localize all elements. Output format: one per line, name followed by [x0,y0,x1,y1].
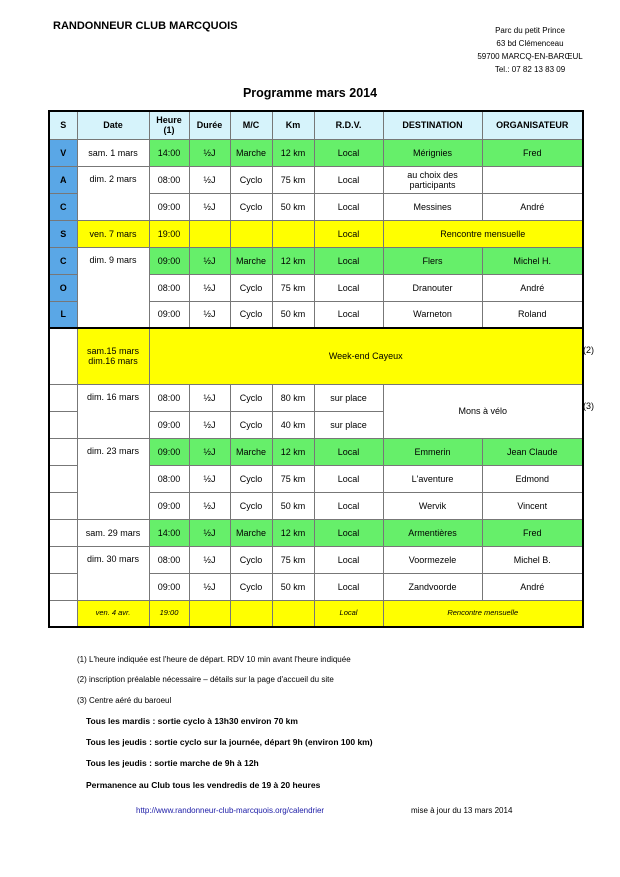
duree-cell: ½J [189,519,230,546]
km-cell: 50 km [272,573,314,600]
col-duree: Durée [189,111,230,139]
header-row [49,111,583,139]
rdv-cell: Local [314,193,383,220]
mc-cell: Cyclo [230,384,272,411]
duree-cell: ½J [189,139,230,166]
s-cell [49,411,77,438]
organisateur-cell: Vincent [482,492,583,519]
heure-cell: 08:00 [149,166,189,193]
heure-cell: 08:00 [149,546,189,573]
mc-cell: Marche [230,247,272,274]
calendar-link[interactable]: http://www.randonneur-club-marcquois.org/calendrier [136,806,325,815]
destination-cell: L'aventure [383,465,482,492]
km-cell: 75 km [272,274,314,301]
footnote-marker: (2) [583,345,594,355]
heure-cell: 08:00 [149,465,189,492]
col-km: Km [272,111,314,139]
heure-cell: 09:00 [149,301,189,328]
km-cell: 80 km [272,384,314,411]
duree-cell: ½J [189,384,230,411]
table-row [49,220,583,247]
mc-cell: Cyclo [230,193,272,220]
km-cell: 12 km [272,139,314,166]
duree-cell: ½J [189,274,230,301]
mc-cell: Cyclo [230,546,272,573]
address-line: 63 bd Clémenceau [496,39,564,48]
vacscol-letter: A [49,166,77,193]
vacscol-letter: V [49,139,77,166]
s-cell [49,546,77,573]
table-row [49,139,583,166]
vacscol-letter: L [49,301,77,328]
address-line: 59700 MARCQ-EN-BARŒUL [477,52,583,61]
duree-cell: ½J [189,492,230,519]
destination-cell: Zandvoorde [383,573,482,600]
destination-cell: Armentières [383,519,482,546]
table-row [49,166,583,193]
club-address [460,24,600,76]
duree-cell: ½J [189,166,230,193]
organisateur-cell: Edmond [482,465,583,492]
km-cell [272,220,314,247]
vacscol-letter: C [49,193,77,220]
event-cell: Rencontre mensuelle [383,220,583,247]
mc-cell: Cyclo [230,492,272,519]
organisateur-cell: Fred [482,519,583,546]
date-cell: dim. 16 mars [77,384,149,438]
organisateur-cell [482,166,583,193]
heure-cell: 09:00 [149,247,189,274]
mc-cell: Cyclo [230,166,272,193]
rdv-cell: Local [314,438,383,465]
vacscol-letter: S [49,220,77,247]
heure-cell: 14:00 [149,139,189,166]
rdv-cell: Local [314,274,383,301]
rdv-cell: sur place [314,411,383,438]
rdv-cell: Local [314,139,383,166]
rdv-cell: Local [314,519,383,546]
heure-cell: 09:00 [149,411,189,438]
col-destination: DESTINATION [383,111,482,139]
rdv-cell: Local [314,600,383,627]
rdv-cell: Local [314,301,383,328]
col-date: Date [77,111,149,139]
table-row [49,519,583,546]
duree-cell: ½J [189,193,230,220]
table-row [49,546,583,573]
duree-cell [189,220,230,247]
s-cell [49,600,77,627]
s-cell [49,438,77,465]
km-cell: 75 km [272,166,314,193]
duree-cell: ½J [189,301,230,328]
destination-cell: Messines [383,193,482,220]
mc-cell: Cyclo [230,301,272,328]
col-organisateur: ORGANISATEUR [482,111,583,139]
mc-cell [230,600,272,627]
col-rdv: R.D.V. [314,111,383,139]
rdv-cell: Local [314,546,383,573]
mc-cell: Cyclo [230,573,272,600]
s-cell [49,384,77,411]
organisateur-cell: André [482,274,583,301]
event-cell: Rencontre mensuelle [383,600,583,627]
s-cell [49,328,77,384]
address-line: Parc du petit Prince [495,26,565,35]
col-mc: M/C [230,111,272,139]
duree-cell [189,600,230,627]
mc-cell [230,220,272,247]
km-cell: 40 km [272,411,314,438]
s-cell [49,573,77,600]
date-cell: sam. 1 mars [77,139,149,166]
vacscol-letter: C [49,247,77,274]
club-name: RANDONNEUR CLUB MARCQUOIS [53,20,238,32]
organisateur-cell: André [482,193,583,220]
col-heure: Heure (1) [149,111,189,139]
heure-cell: 19:00 [149,600,189,627]
rdv-cell: Local [314,247,383,274]
mc-cell: Cyclo [230,465,272,492]
organisateur-cell: Michel B. [482,546,583,573]
vacscol-letter: O [49,274,77,301]
duree-cell: ½J [189,247,230,274]
schedule-note: Tous les jeudis : sortie marche de 9h à 12h [86,758,259,768]
table-row [49,384,583,411]
heure-cell: 08:00 [149,384,189,411]
organisateur-cell: Fred [482,139,583,166]
date-cell: dim. 2 mars [77,166,149,220]
heure-cell: 19:00 [149,220,189,247]
rdv-cell: Local [314,166,383,193]
col-s: S [49,111,77,139]
date-cell [77,328,149,384]
mc-cell: Cyclo [230,274,272,301]
km-cell: 50 km [272,193,314,220]
rdv-cell: Local [314,220,383,247]
km-cell: 12 km [272,247,314,274]
s-cell [49,465,77,492]
km-cell: 12 km [272,519,314,546]
mc-cell: Cyclo [230,411,272,438]
s-cell [49,519,77,546]
rdv-cell: Local [314,492,383,519]
destination-cell: Flers [383,247,482,274]
table-row [49,328,583,384]
date-line: sam.15 mars [86,346,139,357]
duree-cell: ½J [189,438,230,465]
footnote: (1) L'heure indiquée est l'heure de départ. RDV 10 min avant l'heure indiquée [77,655,351,664]
date-cell: dim. 30 mars [77,546,149,600]
table-row [49,438,583,465]
date-cell: dim. 9 mars [77,247,149,328]
date-cell: ven. 4 avr. [77,600,149,627]
event-cell: Week-end Cayeux [149,328,583,384]
heure-cell: 08:00 [149,274,189,301]
heure-cell: 09:00 [149,438,189,465]
destination-cell: au choix des participants [383,166,482,193]
duree-cell: ½J [189,411,230,438]
address-phone: Tel.: 07 82 13 83 09 [494,65,566,74]
rdv-cell: sur place [314,384,383,411]
schedule-note: Tous les mardis : sortie cyclo à 13h30 environ 70 km [86,716,298,726]
km-cell: 50 km [272,492,314,519]
rdv-cell: Local [314,573,383,600]
update-date: mise à jour du 13 mars 2014 [411,806,513,815]
footnote-marker: (3) [583,401,594,411]
destination-cell: Wervik [383,492,482,519]
destination-cell: Emmerin [383,438,482,465]
destination-cell: Mérignies [383,139,482,166]
duree-cell: ½J [189,573,230,600]
footnote: (3) Centre aéré du baroeul [77,696,172,705]
date-line: dim.16 mars [88,356,138,367]
date-cell: ven. 7 mars [77,220,149,247]
heure-cell: 09:00 [149,492,189,519]
organisateur-cell: Roland [482,301,583,328]
footnote: (2) inscription préalable nécessaire – détails sur la page d'accueil du site [77,675,334,684]
destination-cell: Warneton [383,301,482,328]
duree-cell: ½J [189,546,230,573]
rdv-cell: Local [314,465,383,492]
heure-cell: 09:00 [149,193,189,220]
km-cell: 75 km [272,465,314,492]
km-cell: 50 km [272,301,314,328]
organisateur-cell: Jean Claude [482,438,583,465]
destination-cell: Dranouter [383,274,482,301]
s-cell [49,492,77,519]
table-row [49,247,583,274]
date-cell: dim. 23 mars [77,438,149,519]
duree-cell: ½J [189,465,230,492]
page-title: Programme mars 2014 [242,86,378,100]
date-cell: sam. 29 mars [77,519,149,546]
km-cell: 75 km [272,546,314,573]
mc-cell: Marche [230,519,272,546]
destination-cell: Voormezele [383,546,482,573]
destination-cell: Mons à vélo [383,384,583,438]
organisateur-cell: André [482,573,583,600]
schedule-note: Tous les jeudis : sortie cyclo sur la journée, départ 9h (environ 100 km) [86,737,373,747]
km-cell [272,600,314,627]
heure-cell: 09:00 [149,573,189,600]
organisateur-cell: Michel H. [482,247,583,274]
programme-table [48,110,584,628]
mc-cell: Marche [230,438,272,465]
schedule-note: Permanence au Club tous les vendredis de 19 à 20 heures [86,780,321,790]
table-row [49,600,583,627]
km-cell: 12 km [272,438,314,465]
mc-cell: Marche [230,139,272,166]
heure-cell: 14:00 [149,519,189,546]
